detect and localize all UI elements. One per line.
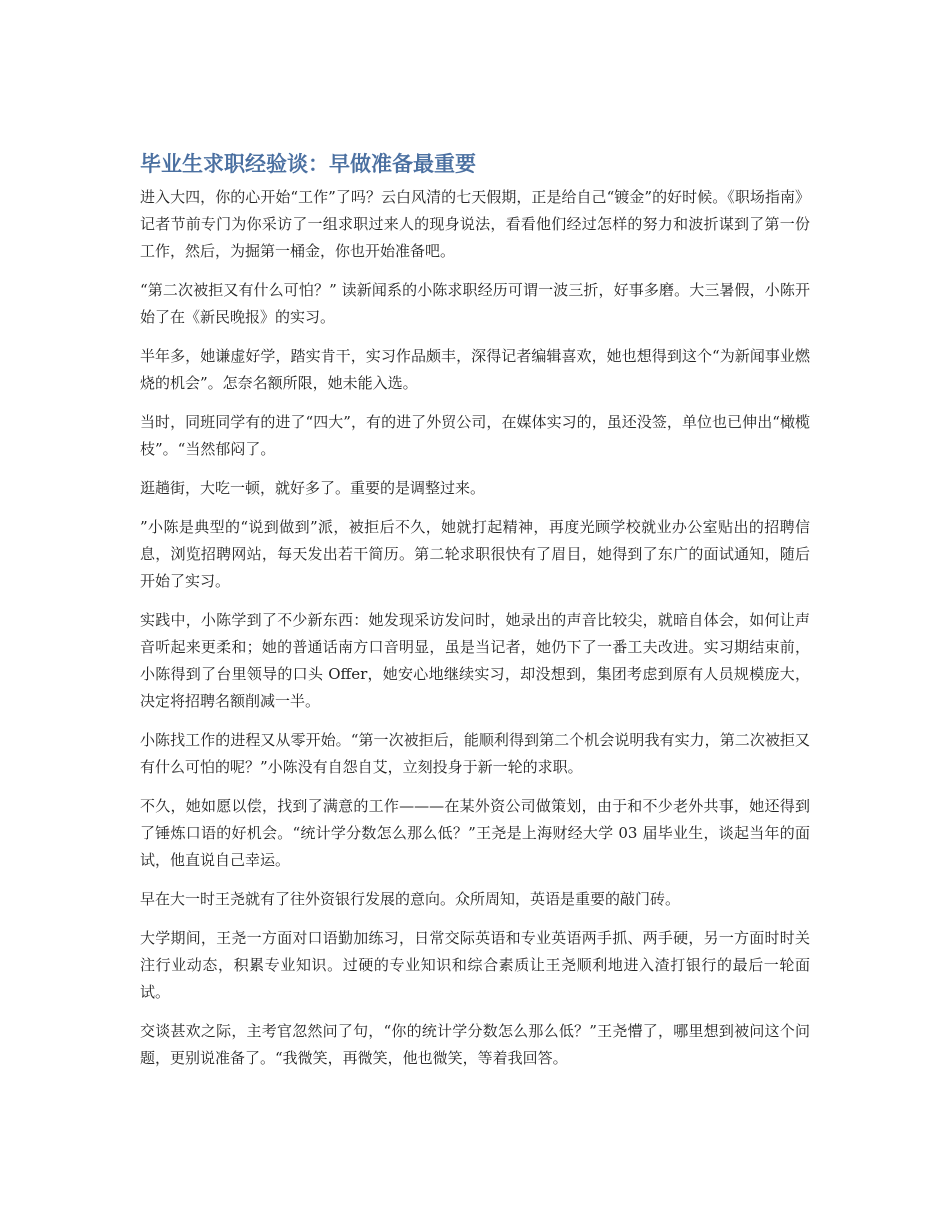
paragraph-6: ”小陈是典型的“说到做到”派，被拒后不久，她就打起精神，再度光顾学校就业办公室贴出的招聘信息，浏览招聘网站，每天发出若干简历。第二轮求职很快有了眉目，她得到了东广的面试通知，随后开始了实习。 xyxy=(140,518,810,590)
paragraph-12: 交谈甚欢之际，主考官忽然问了句，“你的统计学分数怎么那么低？”王尧懵了，哪里想到被问这个问题，更别说准备了。“我微笑，再微笑，他也微笑，等着我回答。 xyxy=(140,1022,810,1067)
paragraph-11: 大学期间，王尧一方面对口语勤加练习，日常交际英语和专业英语两手抓、两手硬，另一方面时时关注行业动态，积累专业知识。过硬的专业知识和综合素质让王尧顺利地进入渣打银行的最后一轮面试。 xyxy=(140,929,810,1001)
paragraph-5: 逛趟街，大吃一顿，就好多了。重要的是调整过来。 xyxy=(140,479,486,497)
paragraph-3: 半年多，她谦虚好学，踏实肯干，实习作品颇丰，深得记者编辑喜欢，她也想得到这个“为新闻事业燃烧的机会”。怎奈名额所限，她未能入选。 xyxy=(140,347,810,392)
article-body xyxy=(140,150,810,1084)
article-title: 毕业生求职经验谈：早做准备最重要 xyxy=(140,152,476,176)
paragraph-4: 当时，同班同学有的进了“四大”，有的进了外贸公司，在媒体实习的，虽还没签，单位也已伸出“橄榄枝”。“当然郁闷了。 xyxy=(140,413,810,458)
paragraph-7: 实践中，小陈学到了不少新东西：她发现采访发问时，她录出的声音比较尖，就暗自体会，如何让声音听起来更柔和；她的普通话南方口音明显，虽是当记者，她仍下了一番工夫改进。实习期结束前，小陈得到了台里领导的口头 Offer，她安心地继续实习，却没想到，集团考虑到原有人员规模庞大，决定将招聘名额削减一半。 xyxy=(140,611,810,710)
paragraph-10: 早在大一时王尧就有了往外资银行发展的意向。众所周知，英语是重要的敲门砖。 xyxy=(140,890,681,908)
paragraph-8: 小陈找工作的进程又从零开始。“第一次被拒后，能顺利得到第二个机会说明我有实力，第二次被拒又有什么可怕的呢？”小陈没有自怨自艾，立刻投身于新一轮的求职。 xyxy=(140,731,810,776)
paragraph-9: 不久，她如愿以偿，找到了满意的工作———在某外资公司做策划，由于和不少老外共事，她还得到了锤炼口语的好机会。“统计学分数怎么那么低？”王尧是上海财经大学 03 届毕业生，谈起当年的面试，他直说自己幸运。 xyxy=(140,797,810,869)
paragraph-2: “第二次被拒又有什么可怕？” 读新闻系的小陈求职经历可谓一波三折，好事多磨。大三暑假，小陈开始了在《新民晚报》的实习。 xyxy=(140,281,810,326)
paragraph-1: 进入大四，你的心开始“工作”了吗？云白风清的七天假期，正是给自己“镀金”的好时候。《职场指南》记者节前专门为你采访了一组求职过来人的现身说法，看看他们经过怎样的努力和波折谋到了第一份工作，然后，为掘第一桶金，你也开始准备吧。 xyxy=(140,188,810,260)
